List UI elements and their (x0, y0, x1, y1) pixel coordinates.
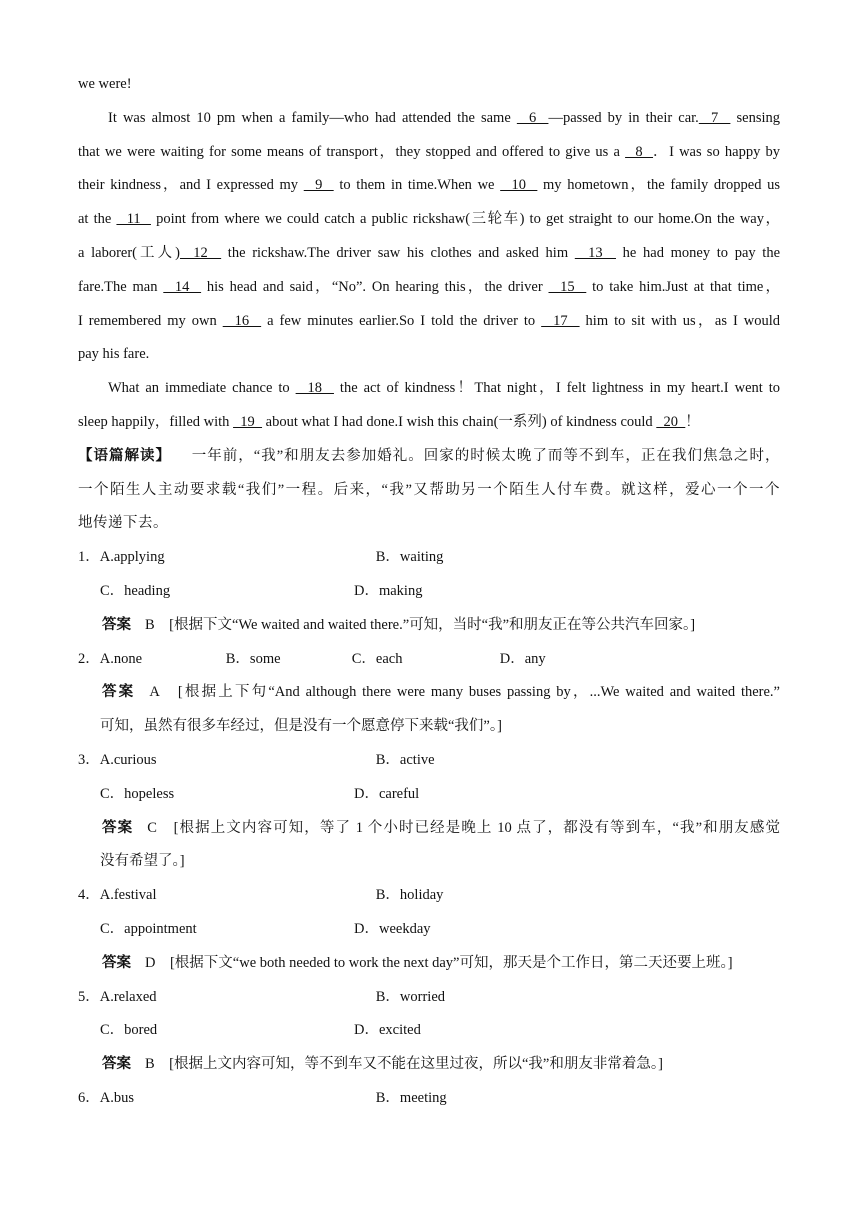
question-number: 6． (78, 1089, 100, 1106)
option-b: B．meeting (375, 1089, 447, 1106)
answer-text: B [根据下文“We waited and waited there.”可知，当时“我”和朋友正在等公共汽车回家。] (145, 616, 696, 633)
option-a: A.curious (99, 751, 157, 768)
blank-number: 6 (516, 109, 549, 126)
option-c: C．appointment (100, 920, 197, 937)
passage-line: a laborer(工人) 12 the rickshaw.The driver saw his clothes and asked him 13 he had money to pay the (78, 244, 781, 261)
blank-number: 10 (500, 177, 538, 194)
passage-line: sleep happily，filled with 19 about what I had done.I wish this chain(一系列) of kindness could 20 ！ (78, 413, 700, 430)
answer-3-cont: 没有希望了。] (100, 853, 185, 870)
question-4 (78, 879, 780, 913)
option-a: A.relaxed (99, 988, 157, 1005)
option-a: A.bus (99, 1089, 134, 1106)
answer-label: 答案 (102, 819, 134, 836)
answer-text: C [根据上文内容可知，等了 1 个小时已经是晚上 10 点了，都没有等到车，“我”和朋友感觉 (147, 819, 781, 836)
analysis-line (78, 440, 780, 474)
answer-3 (78, 812, 780, 846)
answer-text: D [根据下文“we both needed to work the next day”可知，那天是个工作日，第二天还要上班。] (145, 954, 733, 971)
answer-label: 答案 (102, 616, 131, 633)
option-a: A.none (99, 650, 143, 667)
answer-5 (78, 1048, 780, 1082)
question-3-row2 (78, 778, 780, 812)
answer-2-cont: 可知，虽然有很多车经过，但是没有一个愿意停下来载“我们”。] (100, 718, 502, 735)
answer-text: A [根据上下句“And although there were many buses passing by，...We waited and waited there.” (149, 684, 780, 701)
option-b: B．waiting (375, 549, 444, 566)
passage-line: fare.The man 14 his head and said，“No”. On hearing this，the driver 15 to take him.Just at that time， (78, 278, 781, 295)
answer-2 (78, 676, 780, 710)
blank-number: 20 (656, 413, 686, 430)
question-1 (78, 541, 780, 575)
answer-text: B [根据上文内容可知，等不到车又不能在这里过夜，所以“我”和朋友非常着急。] (145, 1056, 663, 1073)
option-a: A.applying (99, 549, 165, 566)
option-d: D．excited (354, 1022, 421, 1039)
passage-line: at the 11 point from where we could catch a public rickshaw(三轮车) to get straight to our home.On the way， (78, 211, 780, 228)
blank-number: 18 (295, 380, 334, 397)
question-5-row2 (78, 1014, 780, 1048)
blank-number: 14 (163, 278, 202, 295)
question-number: 1． (78, 549, 100, 566)
blank-number: 8 (625, 143, 654, 160)
blank-number: 19 (233, 413, 263, 430)
analysis-line: 地传递下去。 (78, 515, 168, 532)
question-5 (78, 981, 780, 1015)
passage-line: that we were waiting for some means of transport，they stopped and offered to give us a 8 ．I was so happy by (78, 143, 780, 160)
passage-line: It was almost 10 pm when a family—who had attended the same 6 —passed by in their car. 7 sensing (108, 109, 780, 126)
passage-line: we were! (78, 76, 132, 92)
question-number: 5． (78, 988, 100, 1005)
option-c: C．hopeless (100, 785, 175, 802)
answer-label: 答案 (102, 954, 131, 971)
option-a: A.festival (99, 887, 157, 904)
option-c: C．heading (100, 582, 171, 599)
option-b: B．holiday (375, 887, 444, 904)
passage-line: their kindness，and I expressed my 9 to them in time.When we 10 my hometown，the family dropped us (78, 177, 781, 194)
answer-label: 答案 (102, 684, 136, 701)
question-2 (78, 643, 780, 677)
passage-line: I remembered my own 16 a few minutes earlier.So I told the driver to 17 him to sit with us，as I would (78, 312, 780, 329)
analysis-text: 一年前，“我”和朋友去参加婚礼。回家的时候太晚了而等不到车，正在我们焦急之时， (191, 447, 781, 464)
blank-number: 11 (116, 211, 151, 228)
passage-line: pay his fare. (78, 346, 150, 363)
option-c: C．bored (100, 1022, 158, 1039)
blank-number: 16 (222, 312, 262, 329)
blank-number: 15 (548, 278, 587, 295)
question-4-row2 (78, 913, 780, 947)
option-b: B．active (375, 751, 435, 768)
question-number: 3． (78, 751, 100, 768)
blank-number: 13 (574, 244, 616, 261)
option-b: B．some (225, 650, 281, 667)
question-number: 2． (78, 650, 100, 667)
answer-1 (78, 609, 780, 643)
option-d: D．careful (354, 785, 420, 802)
question-6 (78, 1082, 780, 1116)
option-d: D．making (354, 582, 423, 599)
answer-4 (78, 947, 780, 981)
option-d: D．any (499, 650, 546, 667)
answer-label: 答案 (102, 1056, 131, 1073)
blank-number: 12 (179, 244, 222, 261)
option-b: B．worried (375, 988, 446, 1005)
option-d: D．weekday (354, 920, 431, 937)
question-1-row2 (78, 575, 780, 609)
question-number: 4． (78, 887, 100, 904)
analysis-line: 一个陌生人主动要求载“我们”一程。后来，“我”又帮助另一个陌生人付车费。就这样，爱心一个一个 (78, 481, 780, 498)
blank-number: 9 (303, 177, 334, 194)
blank-number: 17 (541, 312, 580, 329)
analysis-label: 【语篇解读】 (78, 447, 172, 464)
question-3 (78, 744, 780, 778)
passage-line: What an immediate chance to 18 the act of kindness！That night，I felt lightness in my heart.I went to (108, 380, 781, 397)
option-c: C．each (351, 650, 403, 667)
blank-number: 7 (698, 109, 731, 126)
